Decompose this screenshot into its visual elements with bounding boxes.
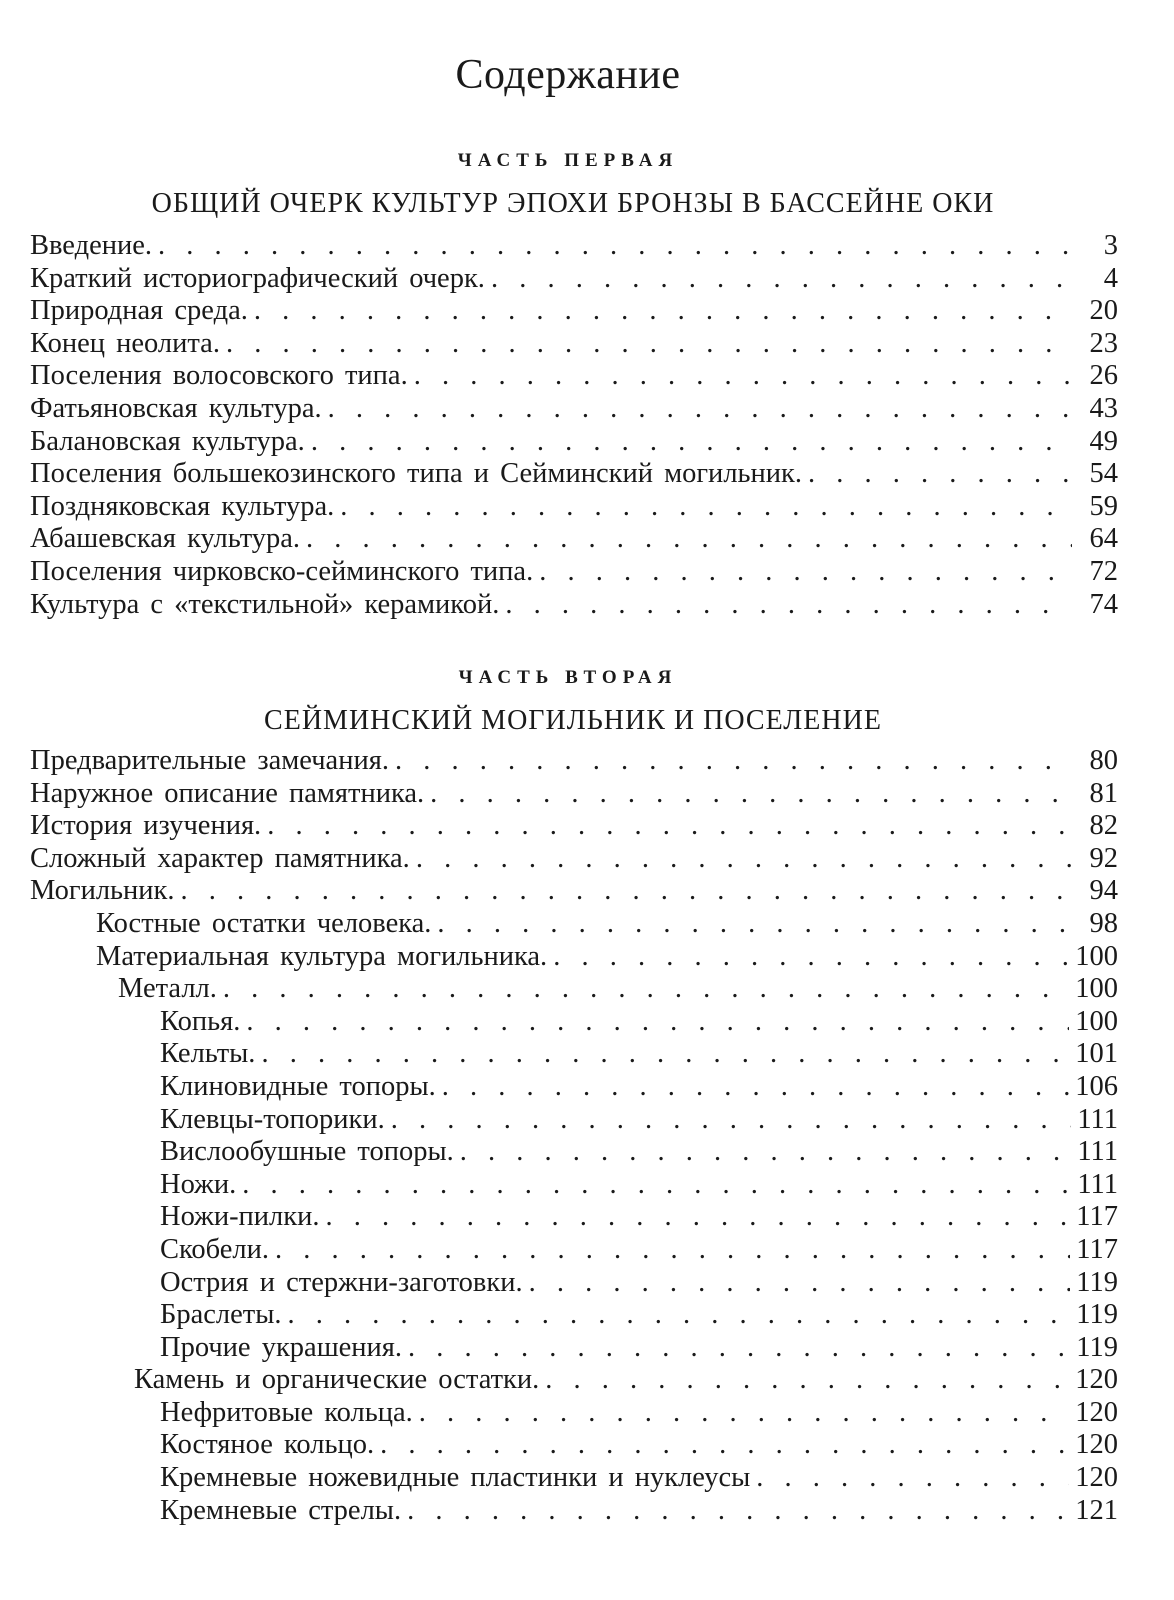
toc-entry-label: Культура с «текстильной» керамикой. [30,588,500,620]
toc-entry-page: 101 [1075,1038,1118,1070]
toc-entry-label: Копья. [160,1005,241,1037]
toc-entry[interactable] [30,973,1118,1006]
toc-entry[interactable] [30,426,1118,459]
toc-entry-page: 119 [1076,1266,1118,1298]
toc-entry-page: 80 [1089,745,1118,776]
dot-leader [491,263,1072,296]
dot-leader [226,328,1072,361]
toc-entry-page: 94 [1089,875,1118,907]
toc-entry-label: Камень и органические остатки. [134,1364,540,1396]
dot-leader [223,973,1069,1006]
toc-entry-label: Фатьяновская культура. [30,392,322,424]
toc-entry[interactable] [30,1397,1118,1430]
toc-entry-label: Костяное кольцо. [160,1429,375,1461]
toc-entry-label: Поселения волосовского типа. [30,360,408,392]
toc-entry[interactable] [30,1429,1118,1462]
dot-leader [340,491,1072,524]
toc-entry[interactable] [30,1364,1118,1397]
dot-leader [460,1136,1072,1169]
dot-leader [391,1104,1072,1137]
toc-entry[interactable] [30,1299,1118,1332]
toc-entry-label: Кельты. [160,1038,256,1070]
toc-entry[interactable] [30,1136,1118,1169]
toc-entry-page: 3 [1103,230,1118,261]
toc-entry-page: 59 [1089,490,1118,522]
part2-label: ЧАСТЬ ВТОРАЯ [458,667,678,688]
toc-entry-page: 117 [1076,1233,1118,1265]
toc-entry-page: 43 [1089,392,1118,424]
part2-toc [30,745,1118,1527]
toc-entry-page: 49 [1089,425,1118,457]
dot-leader [380,1429,1069,1462]
page-title: Содержание [455,52,681,98]
toc-entry-label: Костные остатки человека. [96,907,432,939]
toc-entry[interactable] [30,360,1118,393]
toc-entry[interactable] [30,1071,1118,1104]
toc-entry[interactable] [30,556,1118,589]
toc-entry-page: 74 [1089,588,1118,620]
toc-entry[interactable] [30,491,1118,524]
toc-entry-page: 23 [1089,327,1118,359]
dot-leader [539,556,1072,589]
toc-entry[interactable] [30,810,1118,843]
toc-entry-label: Предварительные замечания. [30,745,389,776]
toc-entry-label: Металл. [118,973,217,1005]
toc-entry[interactable] [30,1267,1118,1300]
dot-leader [756,1462,1069,1495]
dot-leader [311,426,1072,459]
toc-entry-label: Могильник. [30,875,175,907]
dot-leader [181,875,1072,908]
dot-leader [275,1234,1070,1267]
toc-entry-page: 54 [1089,458,1118,490]
dot-leader [416,843,1072,876]
toc-entry-label: История изучения. [30,810,262,842]
toc-entry[interactable] [30,523,1118,556]
toc-entry[interactable] [30,230,1118,263]
part1-heading: ОБЩИЙ ОЧЕРК КУЛЬТУР ЭПОХИ БРОНЗЫ В БАССЕЙНЕ ОКИ [151,188,995,219]
toc-entry-label: Клиновидные топоры. [160,1070,436,1102]
toc-entry-label: Балановская культура. [30,425,305,457]
part2-heading: СЕЙМИНСКИЙ МОГИЛЬНИК И ПОСЕЛЕНИЕ [264,705,882,736]
toc-entry-page: 81 [1089,777,1118,809]
dot-leader [414,360,1072,393]
toc-entry-page: 120 [1075,1462,1118,1494]
toc-entry[interactable] [30,263,1118,296]
dot-leader [407,1495,1069,1528]
toc-entry[interactable] [30,1169,1118,1202]
toc-entry-page: 111 [1077,1168,1118,1200]
toc-entry-label: Острия и стержни-заготовки. [160,1266,523,1298]
toc-entry[interactable] [30,941,1118,974]
toc-entry-label: Абашевская культура. [30,523,301,555]
toc-entry-label: Браслеты. [160,1299,282,1331]
toc-entry[interactable] [30,875,1118,908]
toc-entry-page: 119 [1076,1331,1118,1363]
dot-leader [419,1397,1069,1430]
toc-entry-page: 100 [1075,940,1118,972]
toc-entry-label: Наружное описание памятника. [30,777,425,809]
toc-entry-label: Вислообушные топоры. [160,1136,454,1168]
toc-entry[interactable] [30,745,1118,778]
dot-leader [545,1364,1069,1397]
toc-entry-page: 120 [1075,1429,1118,1461]
dot-leader [529,1267,1071,1300]
toc-entry-page: 64 [1089,523,1118,555]
toc-entry-page: 82 [1089,810,1118,842]
toc-entry[interactable] [30,589,1118,622]
toc-entry-label: Природная среда. [30,295,248,327]
toc-entry-label: Краткий историографический очерк. [30,262,485,294]
dot-leader [442,1071,1070,1104]
toc-entry[interactable] [30,1332,1118,1365]
dot-leader [437,908,1072,941]
dot-leader [254,295,1072,328]
toc-entry[interactable] [30,1462,1118,1495]
toc-entry-page: 106 [1075,1070,1118,1102]
toc-entry-label: Поселения большекозинского типа и Сейминский могильник. [30,458,803,490]
toc-entry-page: 111 [1077,1103,1118,1135]
toc-entry-page: 92 [1089,842,1118,874]
part1-toc [30,230,1118,621]
toc-entry-page: 100 [1075,1005,1118,1037]
toc-entry[interactable] [30,1104,1118,1137]
toc-entry[interactable] [30,295,1118,328]
dot-leader [808,458,1072,491]
toc-entry-label: Введение. [30,230,153,261]
dot-leader [328,393,1072,426]
part1-label: ЧАСТЬ ПЕРВАЯ [457,150,679,171]
dot-leader [267,810,1072,843]
toc-entry-label: Ножи. [160,1168,237,1200]
toc-entry-page: 72 [1089,555,1118,587]
toc-entry-page: 117 [1076,1201,1118,1233]
toc-entry-label: Поздняковская культура. [30,490,335,522]
toc-entry-label: Клевцы-топорики. [160,1103,385,1135]
toc-entry[interactable] [30,1201,1118,1234]
dot-leader [430,778,1072,811]
toc-entry[interactable] [30,458,1118,491]
dot-leader [505,589,1072,622]
toc-entry-page: 26 [1089,360,1118,392]
dot-leader [306,523,1072,556]
toc-entry-page: 120 [1075,1396,1118,1428]
toc-entry-label: Поселения чирковско-сейминского типа. [30,555,534,587]
toc-entry-label: Конец неолита. [30,327,220,359]
toc-entry-label: Кремневые стрелы. [160,1494,402,1526]
toc-entry-label: Кремневые ножевидные пластинки и нуклеусы [160,1462,751,1494]
toc-entry-page: 100 [1075,973,1118,1005]
toc-entry-label: Сложный характер памятника. [30,842,410,874]
dot-leader [242,1169,1071,1202]
toc-entry[interactable] [30,1495,1118,1528]
toc-entry[interactable] [30,1038,1118,1071]
toc-entry-page: 119 [1076,1299,1118,1331]
toc-entry-page: 111 [1077,1136,1118,1168]
dot-leader [288,1299,1071,1332]
dot-leader [158,230,1072,263]
dot-leader [246,1006,1069,1039]
toc-entry[interactable] [30,393,1118,426]
toc-entry-page: 4 [1103,262,1118,294]
toc-entry-label: Скобели. [160,1233,270,1265]
dot-leader [326,1201,1071,1234]
toc-entry-page: 20 [1089,295,1118,327]
toc-entry[interactable] [30,908,1118,941]
toc-entry-label: Материальная культура могильника. [96,940,548,972]
toc-entry[interactable] [30,1006,1118,1039]
dot-leader [553,941,1069,974]
toc-entry-label: Нефритовые кольца. [160,1396,413,1428]
toc-entry-page: 120 [1075,1364,1118,1396]
toc-entry[interactable] [30,328,1118,361]
toc-entry[interactable] [30,778,1118,811]
toc-entry-label: Ножи-пилки. [160,1201,320,1233]
dot-leader [408,1332,1070,1365]
toc-entry[interactable] [30,843,1118,876]
dot-leader [261,1038,1069,1071]
toc-entry-page: 121 [1075,1494,1118,1526]
toc-entry[interactable] [30,1234,1118,1267]
toc-entry-label: Прочие украшения. [160,1331,403,1363]
toc-entry-page: 98 [1089,907,1118,939]
dot-leader [395,745,1072,778]
